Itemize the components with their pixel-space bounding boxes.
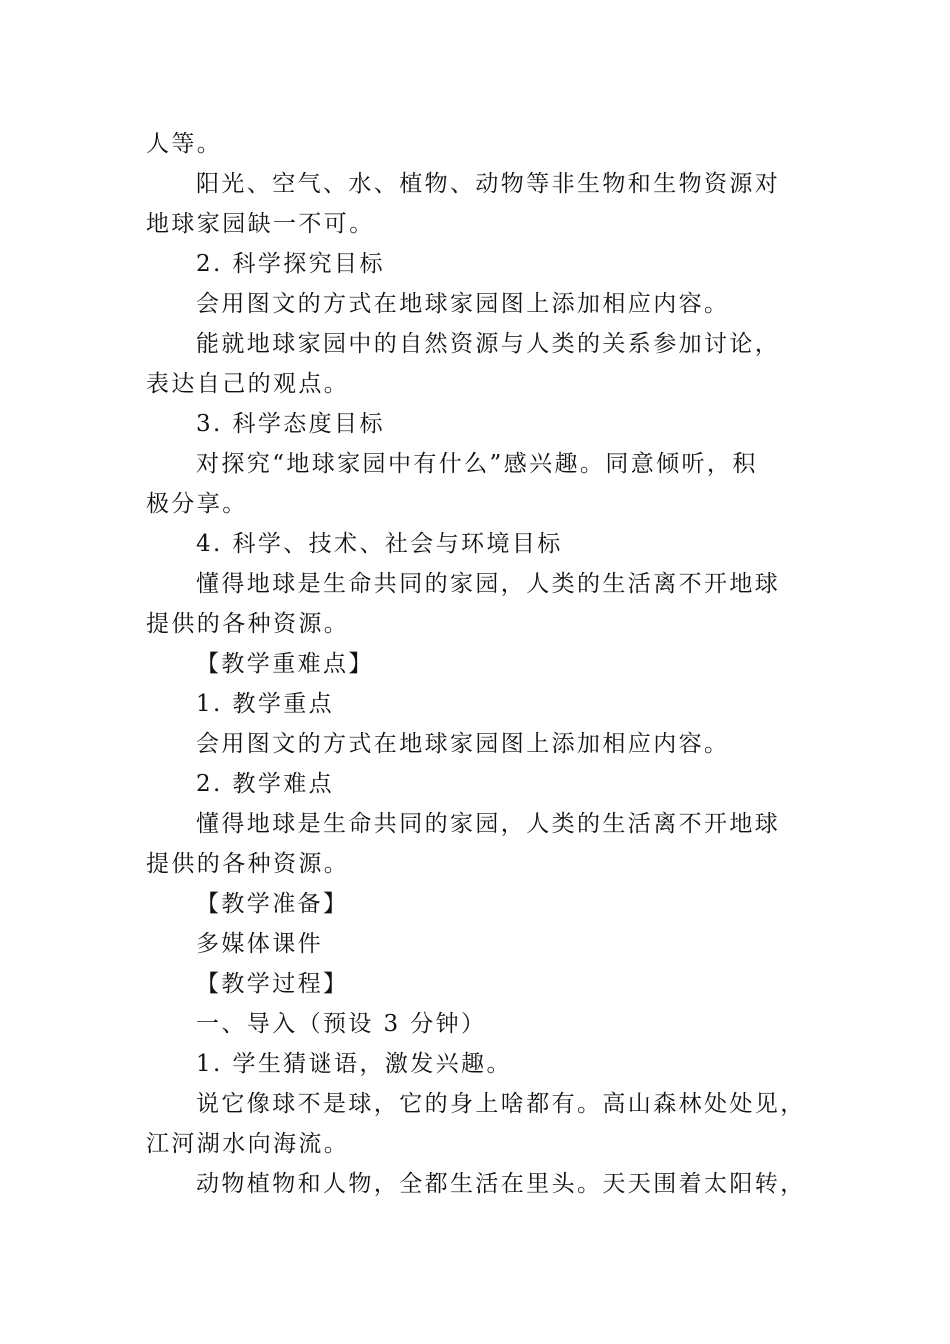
section-heading: 【教学过程】 bbox=[196, 971, 349, 997]
text-line: 懂得地球是生命共同的家园，人类的生活离不开地球 bbox=[196, 571, 781, 597]
text-line: 人等。 bbox=[146, 131, 223, 157]
text-line: 会用图文的方式在地球家园图上添加相应内容。 bbox=[196, 731, 730, 757]
section-heading: 4. 科学、技术、社会与环境目标 bbox=[196, 531, 563, 557]
text-line: 1. 学生猜谜语，激发兴趣。 bbox=[196, 1051, 512, 1077]
section-heading: 2. 教学难点 bbox=[196, 771, 335, 797]
text-line: 提供的各种资源。 bbox=[146, 851, 350, 877]
section-heading: 【教学准备】 bbox=[196, 891, 349, 917]
section-heading: 3. 科学态度目标 bbox=[196, 411, 385, 437]
text-line: 动物植物和人物，全都生活在里头。天天围着太阳转， bbox=[196, 1171, 806, 1197]
section-heading: 2. 科学探究目标 bbox=[196, 251, 385, 277]
section-heading: 一、导入（预设 3 分钟） bbox=[196, 1011, 487, 1037]
section-heading: 【教学重难点】 bbox=[196, 651, 374, 677]
text-line: 能就地球家园中的自然资源与人类的关系参加讨论， bbox=[196, 331, 781, 357]
text-line: 懂得地球是生命共同的家园，人类的生活离不开地球 bbox=[196, 811, 781, 837]
text-line: 表达自己的观点。 bbox=[146, 371, 350, 397]
text-line: 说它像球不是球，它的身上啥都有。高山森林处处见， bbox=[196, 1091, 806, 1117]
text-line: 会用图文的方式在地球家园图上添加相应内容。 bbox=[196, 291, 730, 317]
section-heading: 1. 教学重点 bbox=[196, 691, 335, 717]
text-line: 地球家园缺一不可。 bbox=[146, 211, 375, 237]
text-line: 多媒体课件 bbox=[196, 931, 323, 957]
text-line: 极分享。 bbox=[146, 491, 248, 517]
text-line: 对探究“地球家园中有什么”感兴趣。同意倾听，积 bbox=[196, 451, 758, 477]
text-line: 江河湖水向海流。 bbox=[146, 1131, 350, 1157]
text-line: 提供的各种资源。 bbox=[146, 611, 350, 637]
text-line: 阳光、空气、水、植物、动物等非生物和生物资源对 bbox=[196, 171, 781, 197]
